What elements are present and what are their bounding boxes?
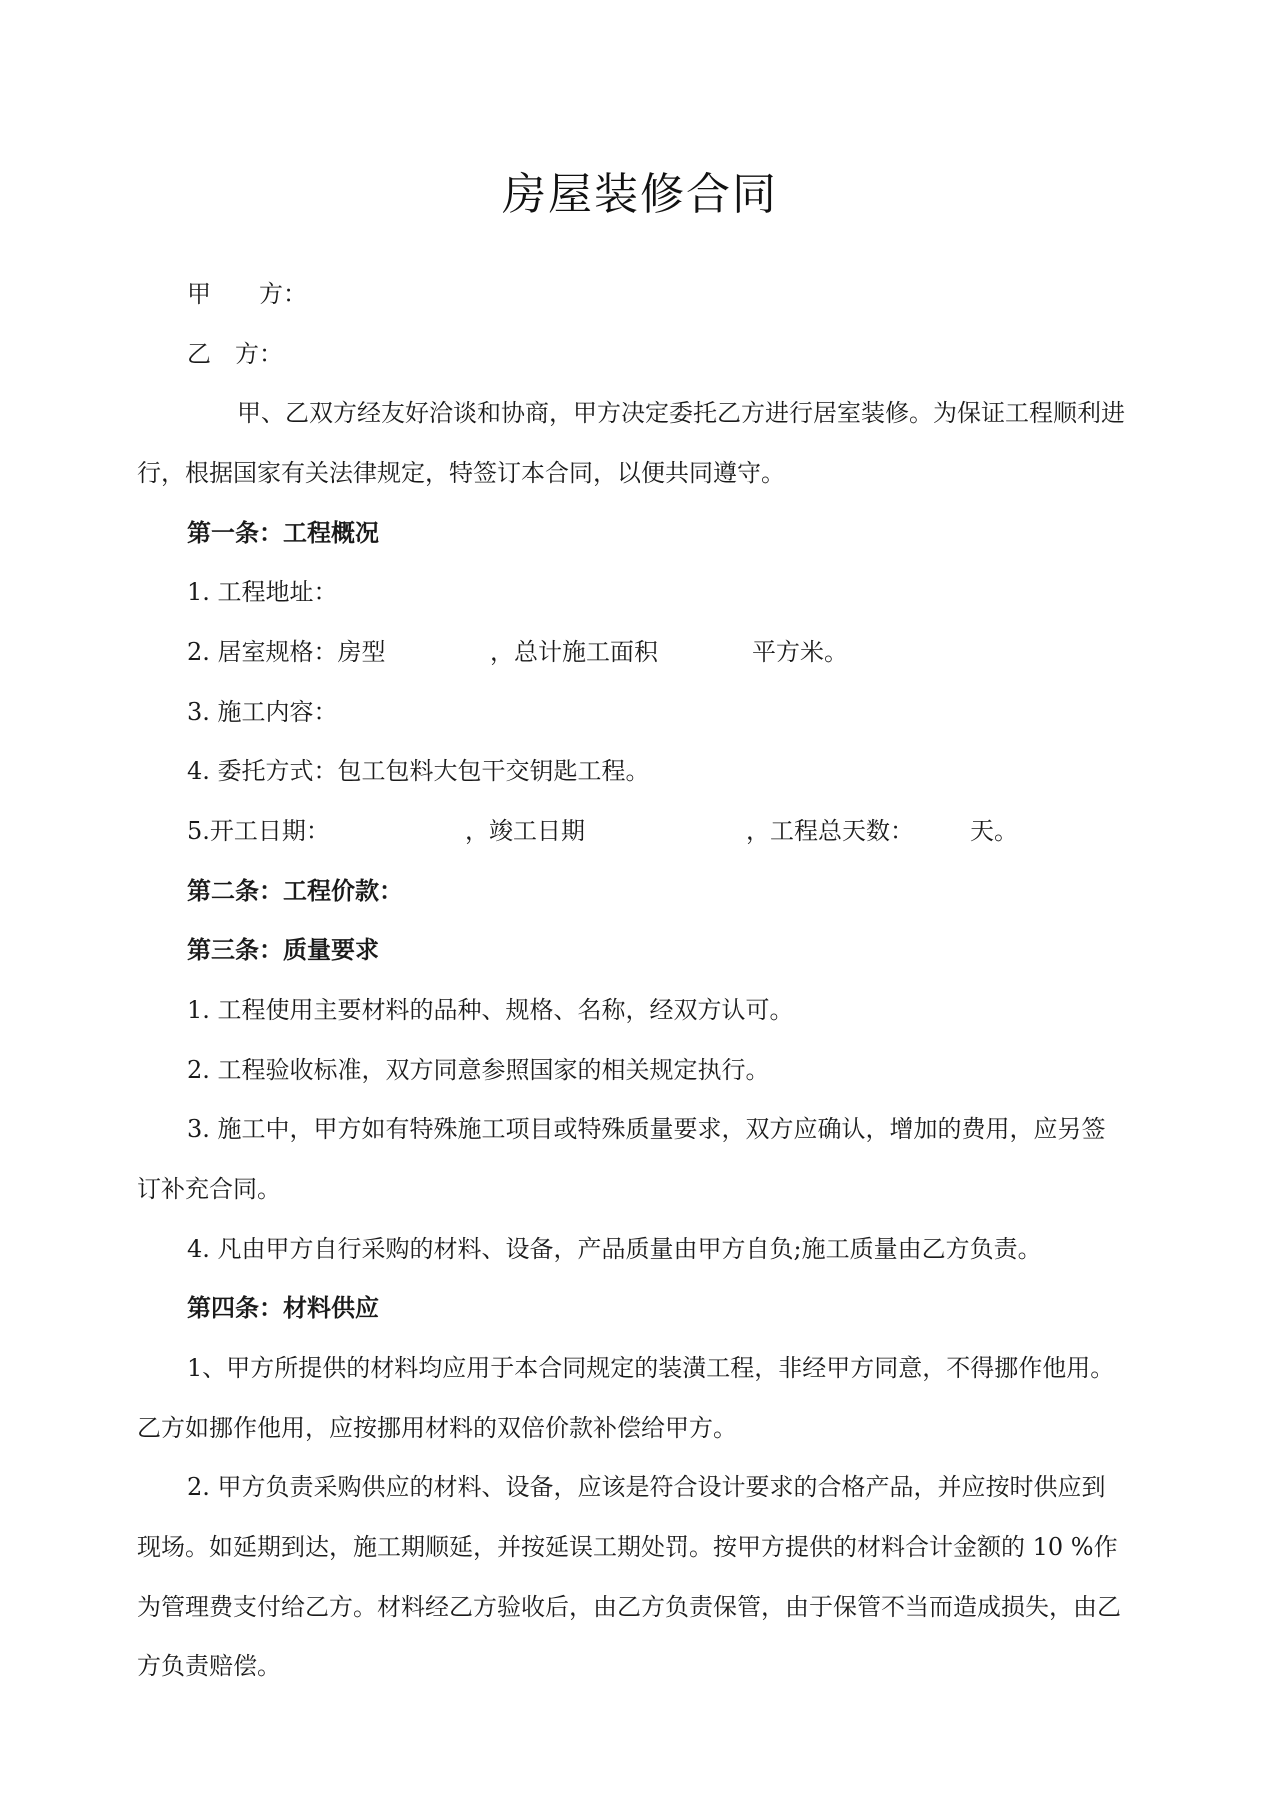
art3-item-1: 1. 工程使用主要材料的品种、规格、名称，经双方认可。	[187, 996, 794, 1024]
document-title: 房屋装修合同	[502, 169, 778, 220]
art1-item-5-part-c: ，工程总天数：	[746, 817, 914, 845]
art3-item-3-line-2: 订补充合同。	[137, 1175, 281, 1203]
article-2-heading: 第二条：工程价款：	[187, 877, 403, 905]
art4-item-1-line-1: 1、甲方所提供的材料均应用于本合同规定的装潢工程，非经甲方同意，不得挪作他用。	[187, 1354, 1115, 1382]
article-1-heading: 第一条：工程概况	[187, 519, 379, 547]
art1-item-4: 4. 委托方式：包工包料大包干交钥匙工程。	[187, 757, 650, 785]
art3-item-4: 4. 凡由甲方自行采购的材料、设备，产品质量由甲方自负;施工质量由乙方负责。	[187, 1235, 1042, 1263]
art1-item-5-part-a: 5.开工日期：	[187, 817, 330, 845]
art1-item-1: 1. 工程地址：	[187, 578, 338, 606]
art4-item-2-line-2: 现场。如延期到达，施工期顺延，并按延误工期处罚。按甲方提供的材料合计金额的 10 %作	[137, 1533, 1118, 1561]
article-4-heading: 第四条：材料供应	[187, 1294, 379, 1322]
party-a-label: 甲 方：	[187, 280, 307, 308]
art1-item-2-part-b: ，总计施工面积	[490, 638, 658, 666]
party-b-label: 乙 方：	[187, 340, 283, 368]
art1-item-5-part-b: ，竣工日期	[465, 817, 585, 845]
art4-item-2-line-3: 为管理费支付给乙方。材料经乙方验收后，由乙方负责保管，由于保管不当而造成损失，由乙	[137, 1593, 1121, 1621]
intro-line-2: 行，根据国家有关法律规定，特签订本合同，以便共同遵守。	[137, 459, 785, 487]
art1-item-2-part-c: 平方米。	[752, 638, 848, 666]
art4-item-2-line-1: 2. 甲方负责采购供应的材料、设备，应该是符合设计要求的合格产品，并应按时供应到	[187, 1473, 1106, 1501]
article-3-heading: 第三条：质量要求	[187, 936, 379, 964]
art1-item-2-part-a: 2. 居室规格：房型	[187, 638, 386, 666]
art3-item-2: 2. 工程验收标准，双方同意参照国家的相关规定执行。	[187, 1056, 770, 1084]
art3-item-3-line-1: 3. 施工中，甲方如有特殊施工项目或特殊质量要求，双方应确认，增加的费用，应另签	[187, 1115, 1106, 1143]
art4-item-2-line-4: 方负责赔偿。	[137, 1652, 281, 1680]
art1-item-3: 3. 施工内容：	[187, 698, 338, 726]
art1-item-5-part-d: 天。	[970, 817, 1018, 845]
art4-item-1-line-2: 乙方如挪作他用，应按挪用材料的双倍价款补偿给甲方。	[137, 1414, 737, 1442]
intro-line-1: 甲、乙双方经友好洽谈和协商，甲方决定委托乙方进行居室装修。为保证工程顺利进	[237, 399, 1125, 427]
